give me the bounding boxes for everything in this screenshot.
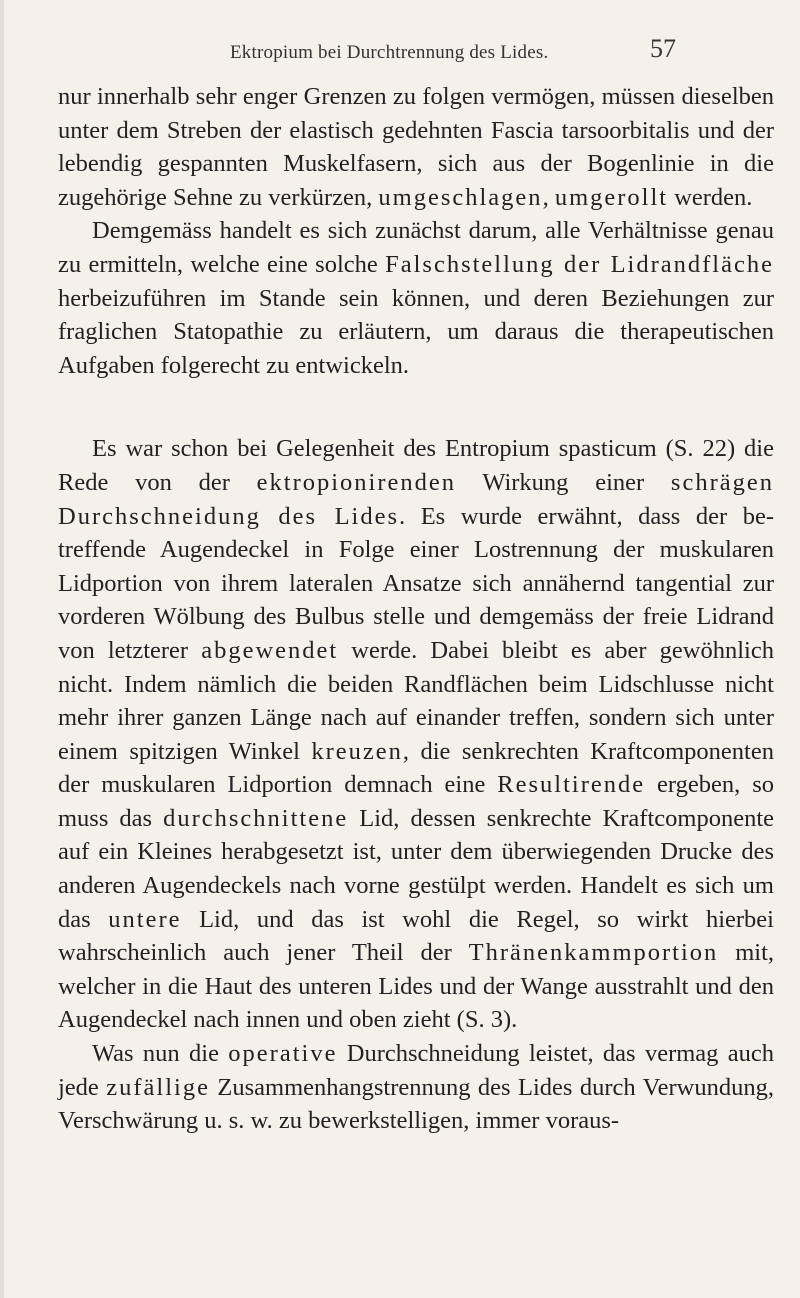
paragraph <box>58 80 774 214</box>
emphasized-text: Thränenkammportion <box>468 939 719 967</box>
text-run: Wirkung einer <box>456 468 671 496</box>
text-run: herbeizuführen im Stande sein können, und deren Beziehungen zur fraglichen Statopathie zu erläutern, um daraus die therapeutischen Aufgaben folgerecht zu entwickeln. <box>58 284 774 379</box>
text-run: Durchschneidung leistet, das vermag auch jede <box>58 1040 774 1101</box>
emphasized-text: umgerollt <box>554 183 669 211</box>
page-number: 57 <box>650 34 676 63</box>
text-run: Es war schon bei Gelegenheit des Entropium spasticum (S. 22) die Rede von der <box>58 435 774 496</box>
text-run: Lid, und das ist wohl die Regel, so wirkt hierbei wahrscheinlich auch jener Theil der <box>58 905 774 967</box>
text-run: werden. <box>668 183 753 211</box>
emphasized-text: schrägen Durchschneidung des Lides <box>58 468 774 530</box>
emphasized-text: Falschstellung der Lidrandfläche <box>385 250 774 278</box>
section-gap <box>58 382 774 432</box>
running-head: Ektropium bei Durchtrennung des Lides. <box>230 42 549 63</box>
text-run: mit, welcher in die Haut des unteren Lides und der Wange ausstrahlt und den Augendeckel nach innen und oben zieht (S. 3). <box>58 939 775 1034</box>
emphasized-text: kreuzen <box>311 737 403 765</box>
text-run: werde. Dabei bleibt es aber gewöhnlich nicht. Indem nämlich die beiden Randflächen beim Lidschlusse nicht mehr ihrer ganzen Länge nach auf einander treffen, sondern sich unter einem spitzigen Winkel <box>58 636 774 765</box>
paragraph <box>58 1037 774 1138</box>
text-run: ergeben, so muss das <box>58 771 774 832</box>
emphasized-text: untere <box>108 905 182 933</box>
emphasized-text: ektropionirenden <box>256 468 457 496</box>
emphasized-text: zufällige <box>106 1073 210 1101</box>
paragraph <box>58 214 774 382</box>
emphasized-text: abgewendet <box>201 636 339 664</box>
text-run: , <box>542 183 555 211</box>
emphasized-text: durchschnittene <box>163 804 349 832</box>
text-run: Was nun die <box>92 1040 229 1068</box>
text-run: . Es wurde erwähnt, dass der betreffende Augendeckel in Folge einer Lostrennung der muskularen Lidportion von ihrem lateralen Ansatze sich annähernd tangential zur vorderen Wölbung des Bulbus stelle und demgemäss der freie Lidrand von letzterer <box>58 502 774 664</box>
emphasized-text: operative <box>228 1040 338 1068</box>
body-text <box>58 80 774 1138</box>
emphasized-text: umgeschlagen <box>378 183 543 211</box>
text-run: Demgemäss handelt es sich zunächst darum, alle Verhältnisse genau zu ermitteln, welche eine solche <box>58 217 774 278</box>
text-run: , die senkrechten Kraftcomponenten der muskularen Lidportion demnach eine <box>58 737 774 799</box>
emphasized-text: Resultirende <box>497 771 646 799</box>
paragraph <box>58 432 774 1037</box>
text-run: nur innerhalb sehr enger Grenzen zu folgen vermögen, müssen dieselben unter dem Streben der elastisch gedehnten Fascia tarsoorbitalis und der lebendig gespannten Muskelfasern, sich aus der Bogenlinie in die zugehörige Sehne zu verkürzen, <box>58 83 774 211</box>
page-edge <box>0 0 4 1298</box>
text-run: Lid, dessen senkrechte Kraftcomponente auf ein Kleines herabgesetzt ist, unter dem überwiegenden Drucke des anderen Augendeckels nach vorne gestülpt werden. Handelt es sich um das <box>58 804 774 933</box>
page-header <box>0 34 800 74</box>
text-run: Zusammenhangstrennung des Lides durch Verwundung, Verschwärung u. s. w. zu bewerkstelligen, immer voraus- <box>58 1073 774 1135</box>
